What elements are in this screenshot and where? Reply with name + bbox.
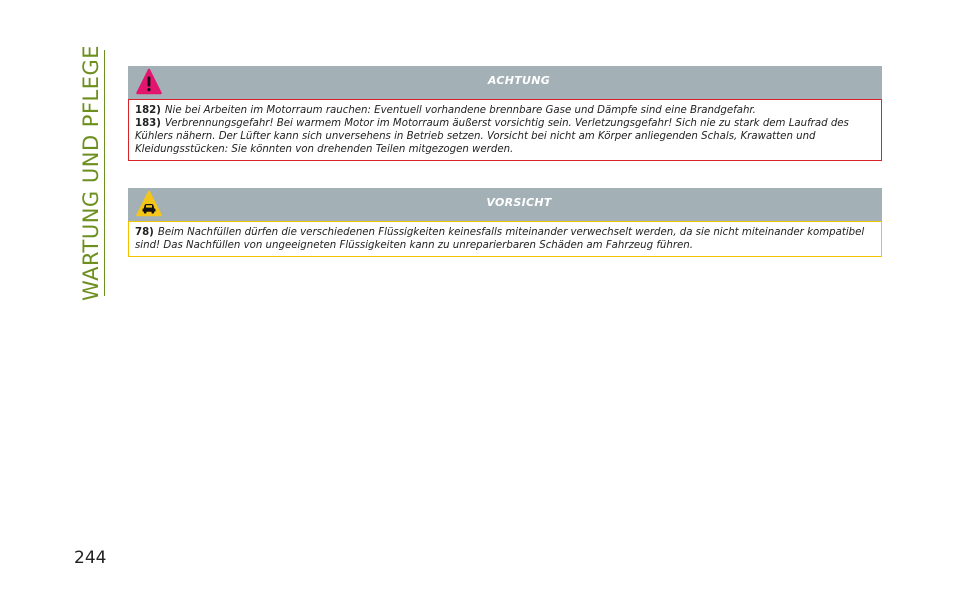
item-text: Nie bei Arbeiten im Motorraum rauchen: Eventuell vorhandene brennbare Gase und Dämpfe sind eine Brandgefahr. bbox=[164, 105, 756, 116]
page-number: 244 bbox=[74, 548, 107, 568]
warning-title: ACHTUNG bbox=[487, 74, 551, 87]
item-number: 182) bbox=[135, 105, 161, 116]
item-number: 78) bbox=[135, 227, 154, 238]
caution-title: VORSICHT bbox=[486, 196, 552, 209]
warning-item bbox=[135, 117, 875, 156]
chapter-title-text: WARTUNG UND PFLEGE bbox=[79, 44, 104, 302]
chapter-divider bbox=[104, 50, 105, 296]
warning-body bbox=[128, 99, 882, 161]
caution-header bbox=[128, 188, 882, 221]
chapter-title bbox=[76, 44, 106, 302]
warning-box bbox=[128, 66, 882, 161]
warning-header bbox=[128, 66, 882, 99]
item-number: 183) bbox=[135, 118, 161, 129]
caution-body bbox=[128, 221, 882, 257]
caution-box bbox=[128, 188, 882, 257]
caution-item bbox=[135, 226, 875, 252]
item-text: Beim Nachfüllen dürfen die verschiedenen Flüssigkeiten keinesfalls miteinander verwechselt werden, da sie nicht miteinander kompatibel sind! Das Nachfüllen von ungeeigneten Flüssigkeiten kann zu unreparierbaren Schäden am Fahrzeug führen. bbox=[135, 227, 865, 251]
item-text: Verbrennungsgefahr! Bei warmem Motor im Motorraum äußerst vorsichtig sein. Verletzungsgefahr! Sich nie zu stark dem Laufrad des Kühlers nähern. Der Lüfter kann sich unversehens in Betrieb setzen. Vorsicht bei nicht am Körper anliegenden Schals, Krawatten und Kleidungsstücken: Sie könnten von drehenden Teilen mitgezogen werden. bbox=[135, 118, 849, 155]
warning-item bbox=[135, 104, 875, 117]
